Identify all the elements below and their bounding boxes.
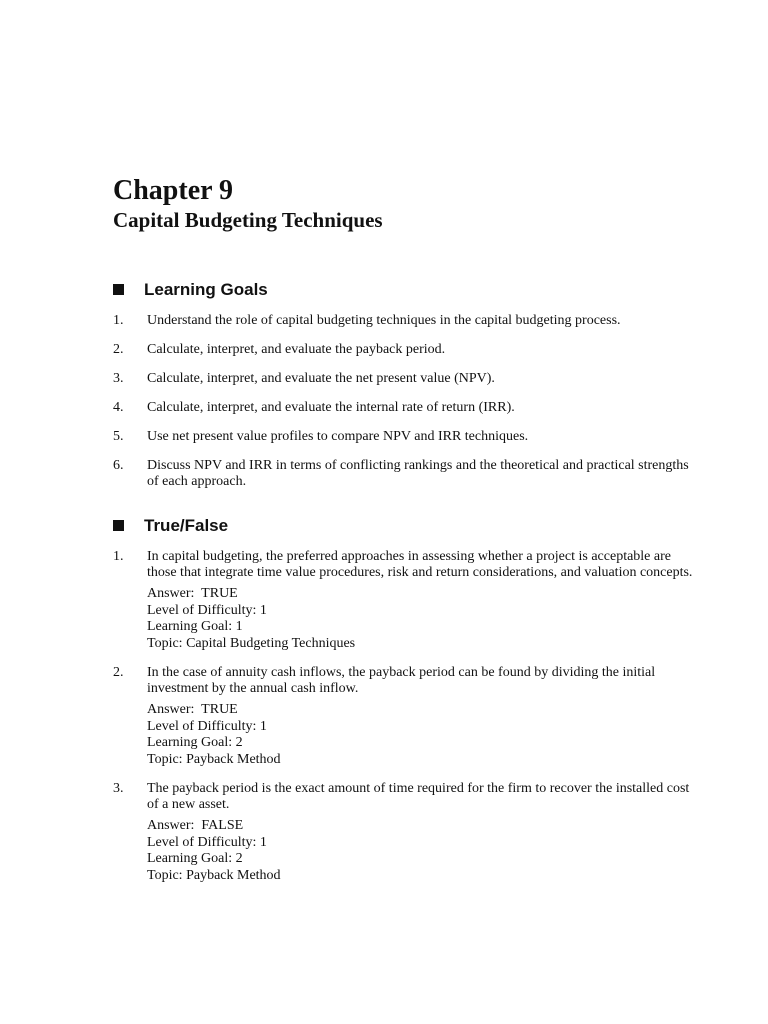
- difficulty-text: Level of Difficulty: 1: [147, 718, 267, 734]
- question-meta: [147, 702, 703, 768]
- true-false-heading-label: True/False: [144, 516, 229, 535]
- topic-text: Topic: Capital Budgeting Techniques: [147, 635, 356, 651]
- true-false-heading: [113, 516, 228, 536]
- answer-text: Answer: TRUE: [147, 702, 238, 717]
- answer-text: Answer: FALSE: [147, 818, 244, 833]
- list-item: [113, 371, 703, 387]
- question-item: [113, 665, 703, 768]
- question-meta: [147, 818, 703, 884]
- chapter-title: Chapter 9: [113, 175, 234, 206]
- question-number: 2.: [113, 665, 124, 680]
- item-text: Calculate, interpret, and evaluate the internal rate of return (IRR).: [147, 400, 515, 415]
- question-text: In capital budgeting, the preferred approaches in assessing whether a project is acceptable are those that integrate time value procedures, risk and return considerations, and valuation concepts.: [147, 549, 693, 580]
- item-number: 1.: [113, 313, 124, 328]
- list-item: [113, 429, 703, 445]
- learning-goals-list: [113, 313, 703, 503]
- item-number: 6.: [113, 458, 124, 473]
- item-number: 2.: [113, 342, 124, 357]
- learning-goals-heading-label: Learning Goals: [144, 280, 268, 299]
- question-text: The payback period is the exact amount of time required for the firm to recover the installed cost of a new asset.: [147, 781, 690, 812]
- item-number: 3.: [113, 371, 124, 386]
- item-text: Understand the role of capital budgeting techniques in the capital budgeting process.: [147, 313, 621, 328]
- item-text: Discuss NPV and IRR in terms of conflicting rankings and the theoretical and practical strengths of each approach.: [147, 458, 689, 489]
- topic-text: Topic: Payback Method: [147, 751, 281, 767]
- question-number: 1.: [113, 549, 124, 564]
- question-item: [113, 549, 703, 652]
- learning-goal-text: Learning Goal: 2: [147, 851, 243, 866]
- list-item: [113, 400, 703, 416]
- item-text: Use net present value profiles to compare NPV and IRR techniques.: [147, 429, 529, 444]
- list-item: [113, 342, 703, 358]
- item-number: 4.: [113, 400, 124, 415]
- topic-text: Topic: Payback Method: [147, 867, 281, 883]
- difficulty-text: Level of Difficulty: 1: [147, 834, 267, 850]
- list-item: [113, 313, 703, 329]
- question-item: [113, 781, 703, 884]
- learning-goal-text: Learning Goal: 1: [147, 619, 243, 634]
- square-bullet-icon: [113, 284, 124, 295]
- question-text: In the case of annuity cash inflows, the payback period can be found by dividing the initial investment by the annual cash inflow.: [147, 665, 656, 696]
- item-text: Calculate, interpret, and evaluate the payback period.: [147, 342, 446, 357]
- answer-text: Answer: TRUE: [147, 586, 238, 601]
- learning-goal-text: Learning Goal: 2: [147, 735, 243, 750]
- difficulty-text: Level of Difficulty: 1: [147, 602, 267, 618]
- list-item: [113, 458, 703, 490]
- learning-goals-heading: [113, 280, 268, 300]
- question-body: [147, 549, 703, 652]
- item-text: Calculate, interpret, and evaluate the net present value (NPV).: [147, 371, 495, 386]
- question-meta: [147, 586, 703, 652]
- question-body: [147, 665, 703, 768]
- chapter-subtitle: Capital Budgeting Techniques: [113, 208, 383, 232]
- item-number: 5.: [113, 429, 124, 444]
- square-bullet-icon: [113, 520, 124, 531]
- question-body: [147, 781, 703, 884]
- true-false-list: [113, 549, 703, 897]
- question-number: 3.: [113, 781, 124, 796]
